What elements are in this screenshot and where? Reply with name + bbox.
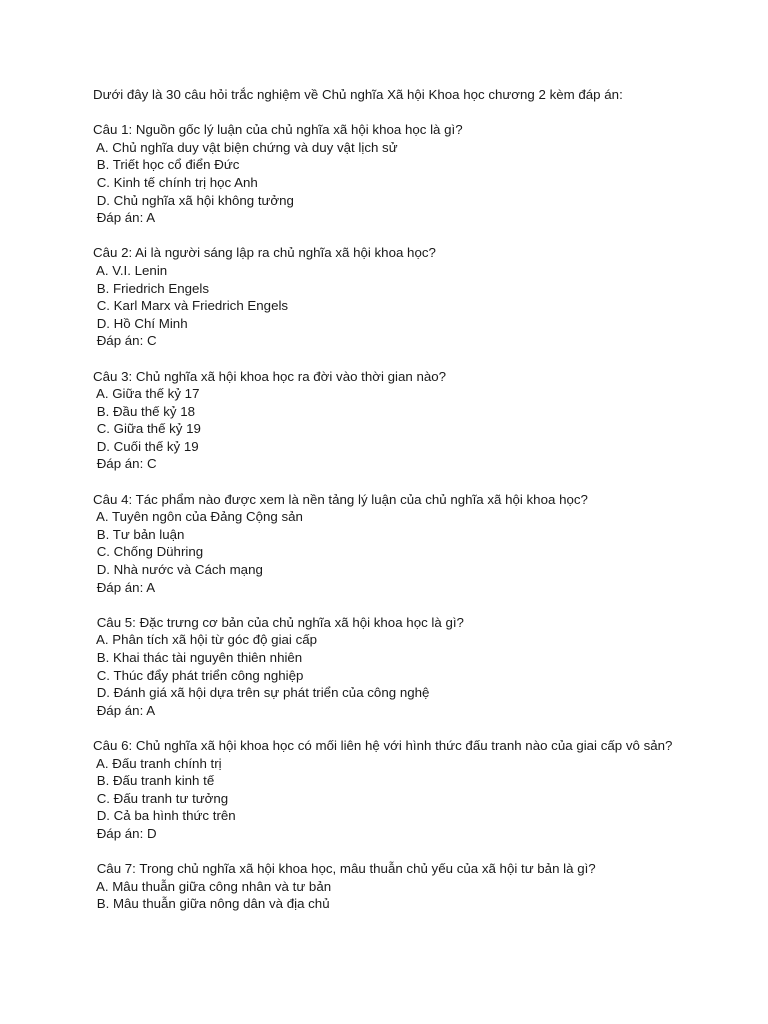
question-title: Câu 6: Chủ nghĩa xã hội khoa học có mối liên hệ với hình thức đấu tranh nào của giai cấp vô sản? xyxy=(93,737,673,753)
question-title: Câu 1: Nguồn gốc lý luận của chủ nghĩa xã hội khoa học là gì? xyxy=(93,122,463,138)
question-3 xyxy=(93,368,693,474)
option-d: D. Cả ba hình thức trên xyxy=(93,808,236,824)
answer: Đáp án: A xyxy=(93,210,156,226)
answer: Đáp án: C xyxy=(93,333,157,349)
option-d: D. Chủ nghĩa xã hội không tưởng xyxy=(93,192,294,208)
option-d: D. Hồ Chí Minh xyxy=(93,315,188,331)
question-title: Câu 3: Chủ nghĩa xã hội khoa học ra đời vào thời gian nào? xyxy=(93,368,447,384)
option-a: A. V.I. Lenin xyxy=(93,262,168,278)
option-c: C. Đấu tranh tư tưởng xyxy=(93,790,229,806)
option-d: D. Đánh giá xã hội dựa trên sự phát triển của công nghệ xyxy=(93,685,430,701)
option-b: B. Đấu tranh kinh tế xyxy=(93,773,215,789)
question-5 xyxy=(93,614,693,720)
option-a: A. Đấu tranh chính trị xyxy=(93,755,222,771)
answer: Đáp án: A xyxy=(93,579,156,595)
question-6 xyxy=(93,737,693,843)
option-b: B. Khai thác tài nguyên thiên nhiên xyxy=(93,650,303,665)
option-c: C. Chống Dühring xyxy=(93,544,204,560)
question-title: Câu 5: Đặc trưng cơ bản của chủ nghĩa xã hội khoa học là gì? xyxy=(93,614,464,630)
answer: Đáp án: A xyxy=(93,702,156,718)
option-c: C. Giữa thế kỷ 19 xyxy=(93,421,201,437)
option-c: C. Thúc đẩy phát triển công nghiệp xyxy=(93,667,304,683)
option-d: D. Cuối thế kỷ 19 xyxy=(93,438,199,454)
answer: Đáp án: C xyxy=(93,456,157,472)
option-a: A. Giữa thế kỷ 17 xyxy=(93,386,200,402)
option-c: C. Kinh tế chính trị học Anh xyxy=(93,174,258,190)
question-2 xyxy=(93,244,693,350)
question-title: Câu 4: Tác phẩm nào được xem là nền tảng lý luận của chủ nghĩa xã hội khoa học? xyxy=(93,491,588,507)
option-c: C. Karl Marx và Friedrich Engels xyxy=(93,298,289,314)
option-b: B. Đầu thế kỷ 18 xyxy=(93,403,195,419)
question-title: Câu 7: Trong chủ nghĩa xã hội khoa học, mâu thuẫn chủ yếu của xã hội tư bản là gì? xyxy=(93,861,596,877)
question-title: Câu 2: Ai là người sáng lập ra chủ nghĩa xã hội khoa học? xyxy=(93,245,436,261)
option-d: D. Nhà nước và Cách mạng xyxy=(93,562,263,578)
intro-text: Dưới đây là 30 câu hỏi trắc nghiệm về Chủ nghĩa Xã hội Khoa học chương 2 kèm đáp án: xyxy=(93,87,623,102)
option-a: A. Chủ nghĩa duy vật biện chứng và duy vật lịch sử xyxy=(93,139,398,155)
question-4 xyxy=(93,491,693,597)
option-b: B. Triết học cổ điển Đức xyxy=(93,157,240,173)
option-a: A. Phân tích xã hội từ góc độ giai cấp xyxy=(93,632,318,648)
question-7 xyxy=(93,860,693,913)
option-b: B. Friedrich Engels xyxy=(93,280,210,296)
answer: Đáp án: D xyxy=(93,825,157,841)
document-body xyxy=(93,86,693,931)
option-a: A. Tuyên ngôn của Đảng Cộng sản xyxy=(93,509,303,525)
option-a: A. Mâu thuẫn giữa công nhân và tư bản xyxy=(93,878,332,894)
question-1 xyxy=(93,121,693,227)
option-b: B. Mâu thuẫn giữa nông dân và địa chủ xyxy=(93,896,330,912)
option-b: B. Tư bản luận xyxy=(93,526,185,542)
